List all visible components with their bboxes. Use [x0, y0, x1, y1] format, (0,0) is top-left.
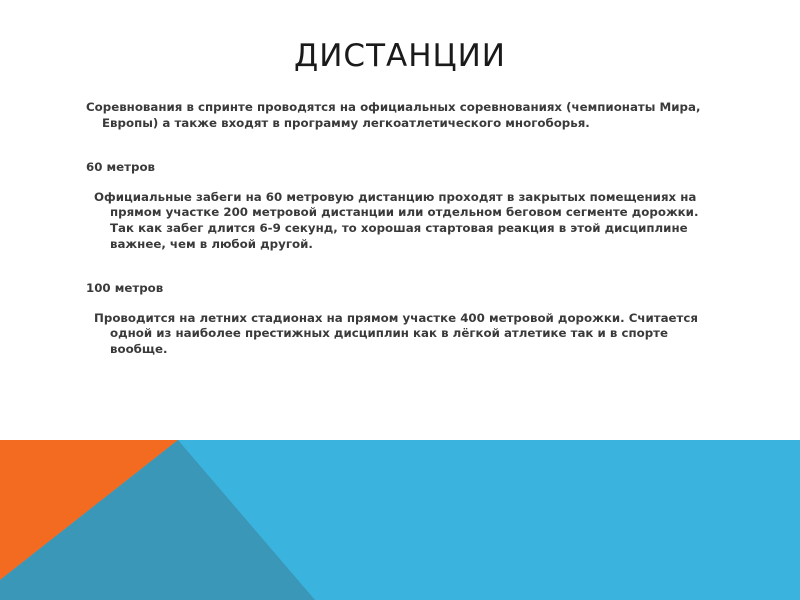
section-text-100m: Проводится на летних стадионах на прямом участке 400 метровой дорожки. Считается одной из наиболее престижных дисциплин как в лёгкой атлетике так и в спорте вообще.: [94, 310, 698, 356]
slide-body: [86, 100, 716, 358]
slide-title: ДИСТАНЦИИ: [294, 38, 506, 74]
section-heading-60m: 60 метров: [86, 160, 156, 175]
decorative-triangles: [0, 440, 800, 600]
section-heading-100m: 100 метров: [86, 281, 164, 296]
section-text-60m: Официальные забеги на 60 метровую дистанцию проходят в закрытых помещениях на прямом участке 200 метровой дистанции или отдельном беговом сегменте дорожки. Так как забег длится 6-9 секунд, то хорошая стартовая реакция в этой дисциплине важнее, чем в любой другой.: [94, 189, 699, 251]
intro-paragraph: Соревнования в спринте проводятся на официальных соревнованиях (чемпионаты Мира, Европы) а также входят в программу легкоатлетического многоборья.: [86, 100, 701, 130]
